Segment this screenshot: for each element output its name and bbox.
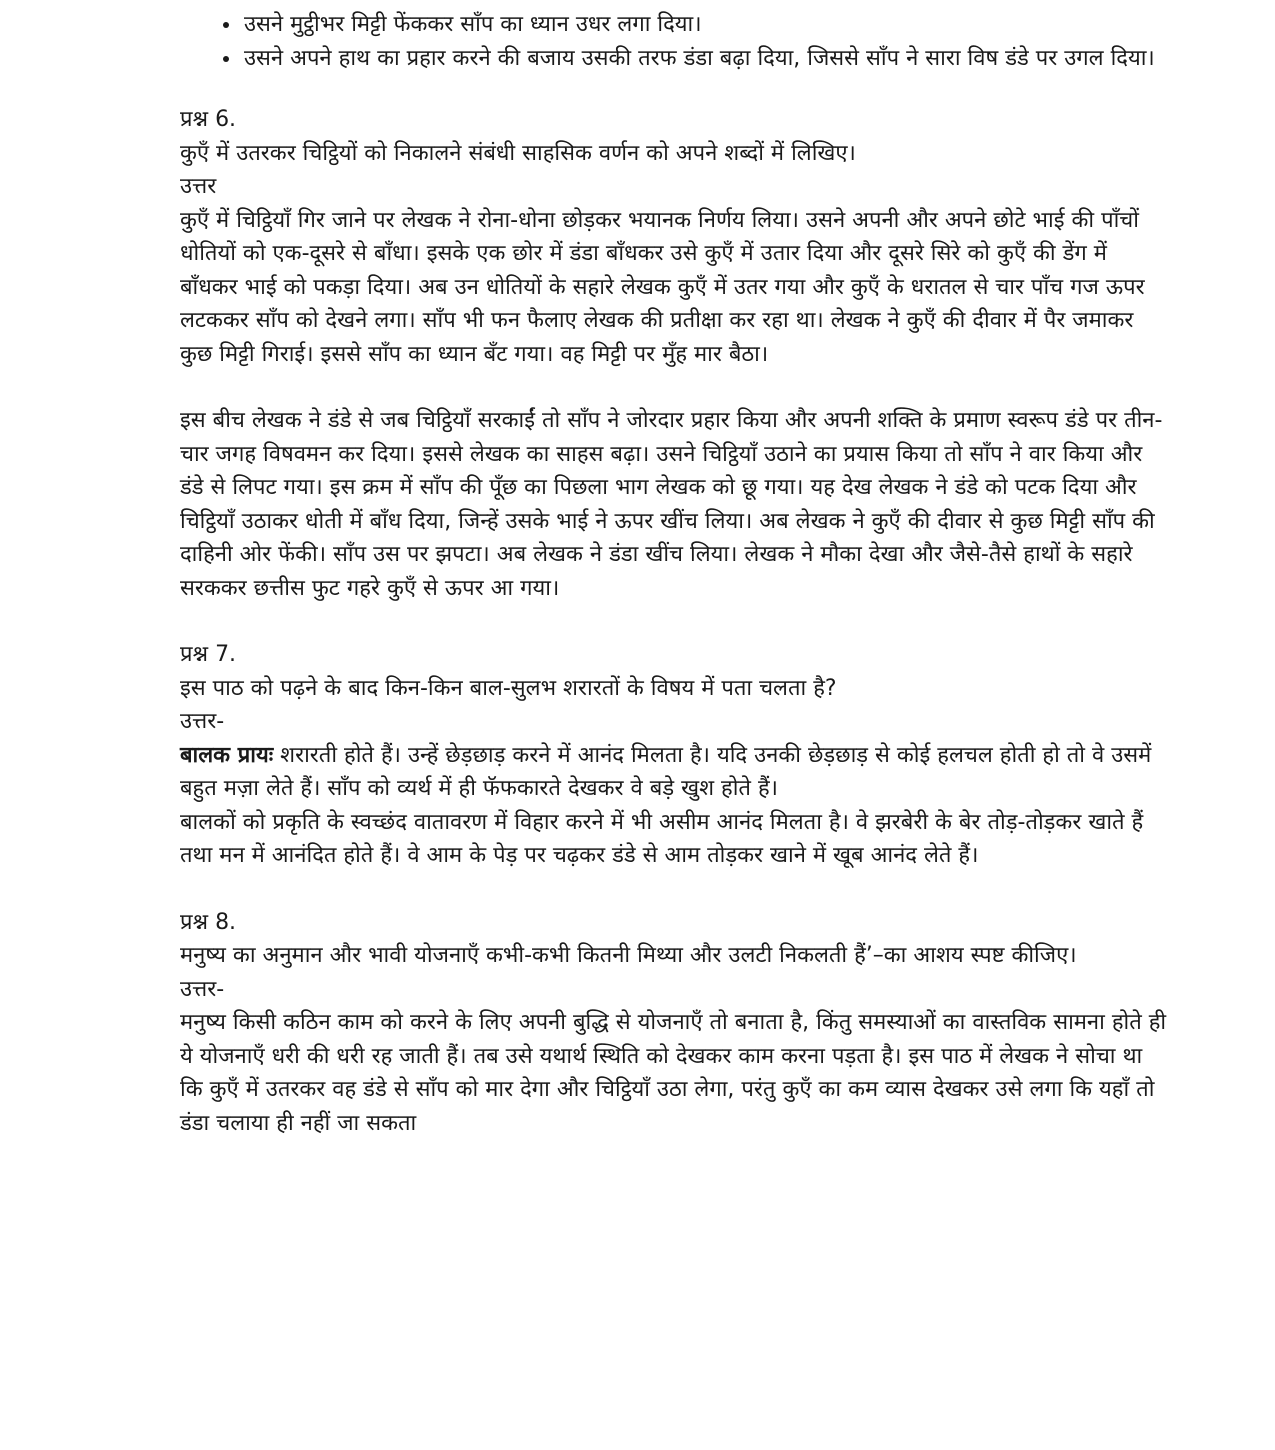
answer-8-paragraph: मनुष्य किसी कठिन काम को करने के लिए अपनी बुद्धि से योजनाएँ तो बनाता है, किंतु समस्याओं का वास्तविक सामना होते ही ये योजनाएँ धरी की धरी रह जाती हैं। तब उसे यथार्थ स्थिति को देखकर काम करना पड़ता है। इस पाठ में लेखक ने सोचा था कि कुएँ में उतरकर वह डंडे से साँप को मार देगा और चिट्ठियाँ उठा लेगा, परंतु कुएँ का कम व्यास देखकर उसे लगा कि यहाँ तो डंडा चलाया ही नहीं जा सकता	[180, 1010, 1167, 1136]
section-gap	[180, 605, 1170, 638]
question-8-section	[180, 906, 1170, 1141]
section-gap	[180, 873, 1170, 906]
answer-6-paragraph-1: कुएँ में चिट्ठियाँ गिर जाने पर लेखक ने रोना-धोना छोड़कर भयानक निर्णय लिया। उसने अपनी और अपने छोटे भाई की पाँचों धोतियों को एक-दूसरे से बाँधा। इसके एक छोर में डंडा बाँधकर उसे कुएँ में उतार दिया और दूसरे सिरे को कुएँ की डेंग में बाँधकर भाई को पकड़ा दिया। अब उन धोतियों के सहारे लेखक कुएँ में उतर गया और कुएँ के धरातल से चार पाँच गज ऊपर लटककर साँप को देखने लगा। साँप भी फन फैलाए लेखक की प्रतीक्षा कर रहा था। लेखक ने कुएँ की दीवार में पैर जमाकर कुछ मिट्टी गिराई। इससे साँप का ध्यान बँट गया। वह मिट्टी पर मुँह मार बैठा।	[180, 207, 1145, 367]
answer-7-paragraph-1-text: शरारती होते हैं। उन्हें छेड़छाड़ करने में आनंद मिलता है। यदि उनकी छेड़छाड़ से कोई हलचल होती हो तो वे उसमें बहुत मज़ा लेते हैं। साँप को व्यर्थ में ही फॅफकारते देखकर वे बड़े खुश होते हैं।	[180, 742, 1152, 801]
answer-7-paragraph-1	[180, 739, 1170, 806]
answer-7-label: उत्तर-	[180, 709, 225, 734]
bullet-list	[180, 8, 1170, 75]
document-page	[180, 8, 1170, 1140]
answer-6-label: उत्तर	[180, 174, 217, 199]
question-7-text: इस पाठ को पढ़ने के बाद किन-किन बाल-सुलभ शरारतों के विषय में पता चलता है?	[180, 675, 837, 701]
bullet-item: • उसने अपने हाथ का प्रहार करने की बजाय उसकी तरफ डंडा बढ़ा दिया, जिससे साँप ने सारा विष डंडे पर उगल दिया।	[242, 42, 1170, 76]
answer-7-paragraph-2: बालकों को प्रकृति के स्वच्छंद वातावरण में विहार करने में भी असीम आनंद मिलता है। वे झरबेरी के बेर तोड़-तोड़कर खाते हैं तथा मन में आनंदित होते हैं। वे आम के पेड़ पर चढ़कर डंडे से आम तोड़कर खाने में खूब आनंद लेते हैं।	[180, 809, 1144, 868]
question-7-label: प्रश्न 7.	[180, 642, 237, 667]
answer-6-paragraph-2: इस बीच लेखक ने डंडे से जब चिट्ठियाँ सरकाईं तो साँप ने जोरदार प्रहार किया और अपनी शक्ति के प्रमाण स्वरूप डंडे पर तीन-चार जगह विषवमन कर दिया। इससे लेखक का साहस बढ़ा। उसने चिट्ठियाँ उठाने का प्रयास किया तो साँप ने वार किया और डंडे से लिपट गया। इस क्रम में साँप की पूँछ का पिछला भाग लेखक को छू गया। यह देख लेखक ने डंडे को पटक दिया और चिट्ठियाँ उठाकर धोती में बाँध दिया, जिन्हें उसके भाई ने ऊपर खींच लिया। अब लेखक ने कुएँ की दीवार से कुछ मिट्टी साँप की दाहिनी ओर फेंकी। साँप उस पर झपटा। अब लेखक ने डंडा खींच लिया। लेखक ने मौका देखा और जैसे-तैसे हाथों के सहारे सरककर छत्तीस फुट गहरे कुएँ से ऊपर आ गया।	[180, 408, 1163, 601]
question-6-label: प्रश्न 6.	[180, 107, 237, 132]
bullet-item: • उसने मुट्ठीभर मिट्टी फेंककर साँप का ध्यान उधर लगा दिया।	[242, 8, 1170, 42]
question-8-text: मनुष्य का अनुमान और भावी योजनाएँ कभी-कभी कितनी मिथ्या और उलटी निकलती हैं’–का आशय स्पष्ट कीजिए।	[180, 943, 1077, 968]
answer-7-bold-lead: बालक प्रायः	[180, 742, 274, 768]
answer-8-label: उत्तर-	[180, 976, 225, 1002]
question-6-text: कुएँ में उतरकर चिट्ठियों को निकालने संबंधी साहसिक वर्णन को अपने शब्दों में लिखिए।	[180, 140, 856, 166]
question-8-label: प्रश्न 8.	[180, 909, 237, 935]
question-7-section	[180, 638, 1170, 873]
question-6-section	[180, 103, 1170, 605]
paragraph-gap	[180, 371, 1170, 404]
